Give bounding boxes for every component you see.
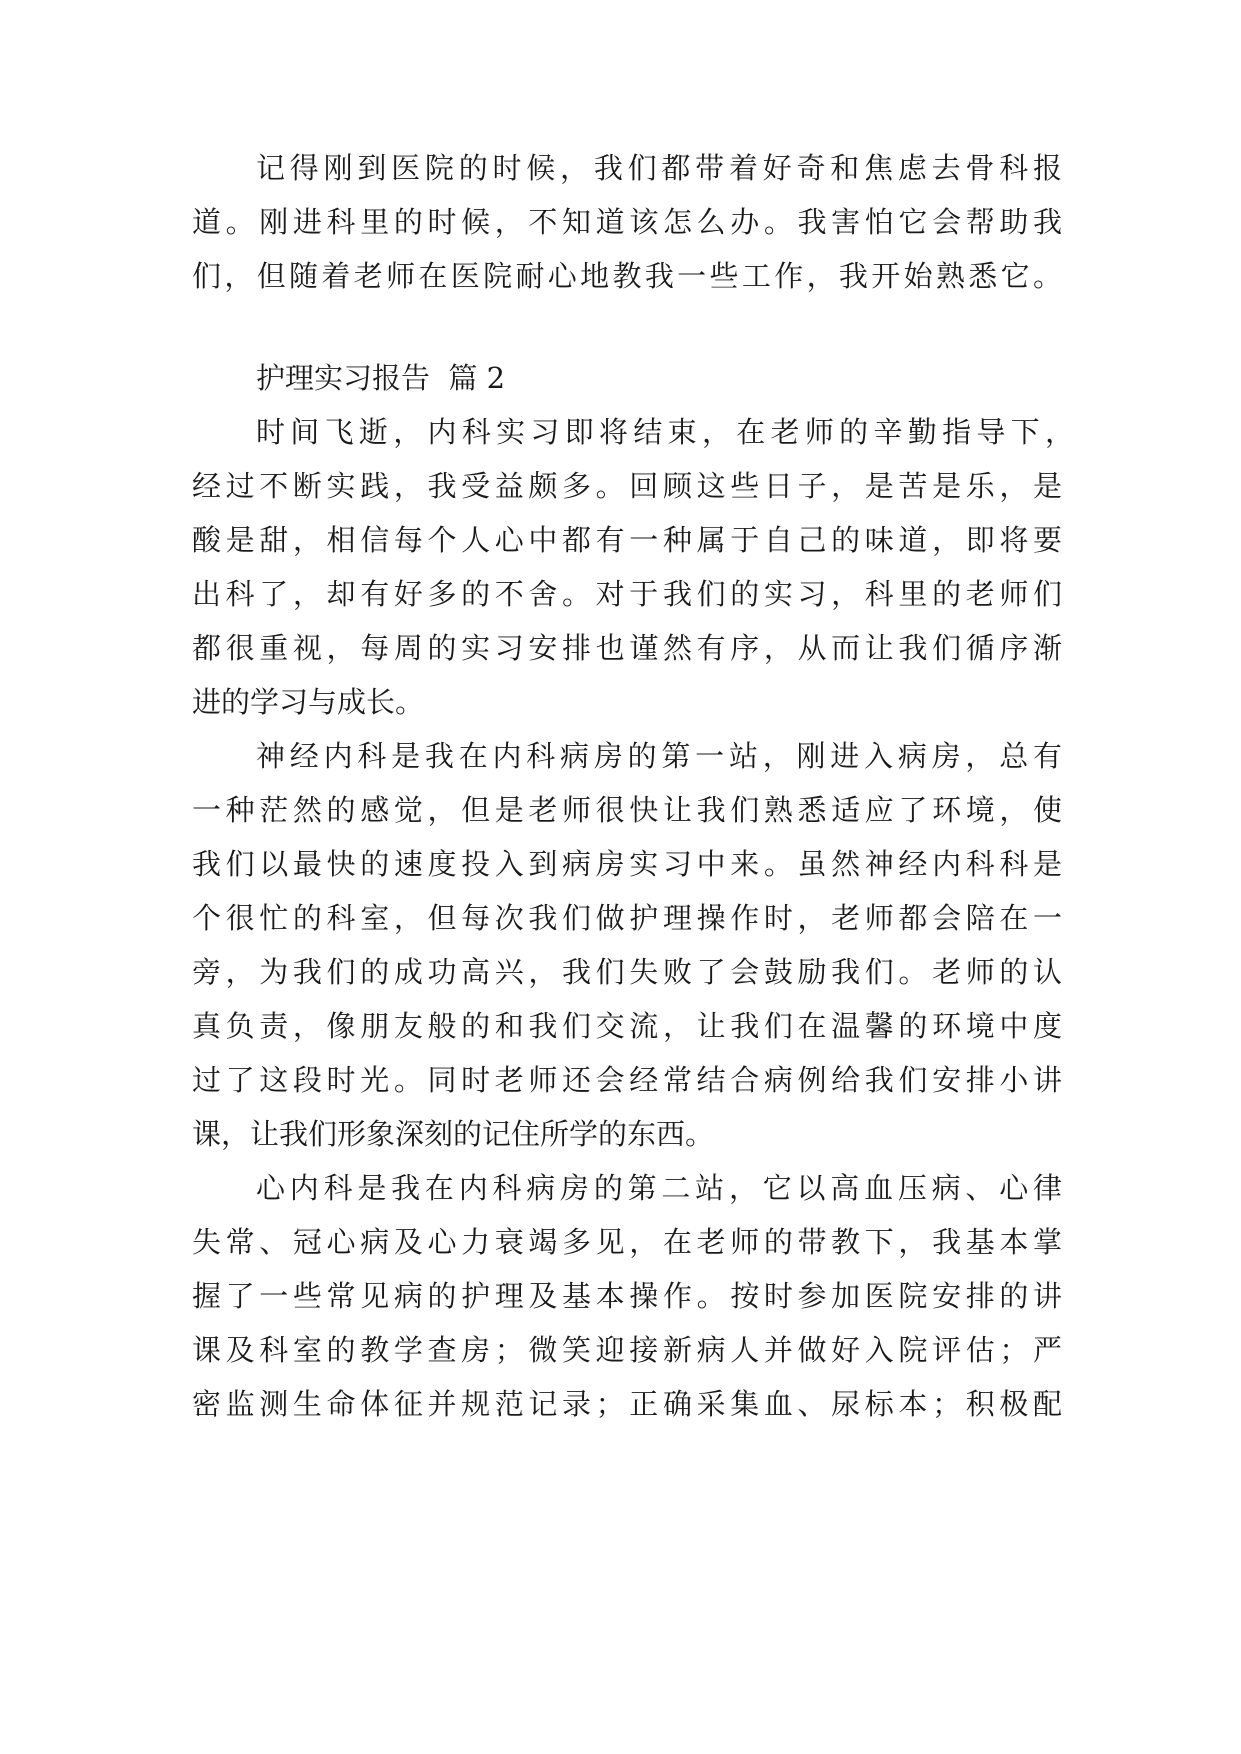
paragraph-1-line-3: 们，但随着老师在医院耐心地教我一些工作，我开始熟悉它。: [192, 259, 1062, 293]
paragraph-4-line-3: 握了一些常见病的护理及基本操作。按时参加医院安排的讲: [192, 1279, 1062, 1313]
paragraph-3-line-4: 个很忙的科室，但每次我们做护理操作时，老师都会陪在一: [192, 901, 1062, 935]
paragraph-2-line-5: 都很重视，每周的实习安排也谨然有序，从而让我们循序渐: [192, 631, 1062, 665]
paragraph-2-line-4: 出科了，却有好多的不舍。对于我们的实习，科里的老师们: [192, 577, 1062, 611]
paragraph-3-line-8: 课，让我们形象深刻的记住所学的东西。: [192, 1117, 715, 1151]
paragraph-4-line-5: 密监测生命体征并规范记录；正确采集血、尿标本；积极配: [192, 1387, 1062, 1421]
paragraph-3-line-7: 过了这段时光。同时老师还会经常结合病例给我们安排小讲: [192, 1063, 1062, 1097]
paragraph-4-line-1: 心内科是我在内科病房的第二站，它以高血压病、心律: [256, 1171, 1062, 1205]
paragraph-2-line-6: 进的学习与成长。: [192, 685, 425, 719]
paragraph-4-line-2: 失常、冠心病及心力衰竭多见，在老师的带教下，我基本掌: [192, 1225, 1062, 1259]
paragraph-2-line-1: 时间飞逝，内科实习即将结束，在老师的辛勤指导下，: [256, 415, 1074, 449]
paragraph-4-line-4: 课及科室的教学查房；微笑迎接新病人并做好入院评估；严: [192, 1333, 1062, 1367]
paragraph-3-line-5: 旁，为我们的成功高兴，我们失败了会鼓励我们。老师的认: [192, 955, 1062, 989]
section-heading: 护理实习报告 篇 2: [256, 361, 506, 395]
paragraph-1-line-2: 道。刚进科里的时候，不知道该怎么办。我害怕它会帮助我: [192, 205, 1062, 239]
paragraph-2-line-2: 经过不断实践，我受益颇多。回顾这些日子，是苦是乐，是: [192, 469, 1062, 503]
paragraph-3-line-1: 神经内科是我在内科病房的第一站，刚进入病房，总有: [256, 739, 1062, 773]
paragraph-1-line-1: 记得刚到医院的时候，我们都带着好奇和焦虑去骨科报: [256, 151, 1062, 185]
paragraph-3-line-6: 真负责，像朋友般的和我们交流，让我们在温馨的环境中度: [192, 1009, 1062, 1043]
paragraph-3-line-2: 一种茫然的感觉，但是老师很快让我们熟悉适应了环境，使: [192, 793, 1062, 827]
paragraph-3-line-3: 我们以最快的速度投入到病房实习中来。虽然神经内科科是: [192, 847, 1062, 881]
paragraph-2-line-3: 酸是甜，相信每个人心中都有一种属于自己的味道，即将要: [192, 523, 1062, 557]
